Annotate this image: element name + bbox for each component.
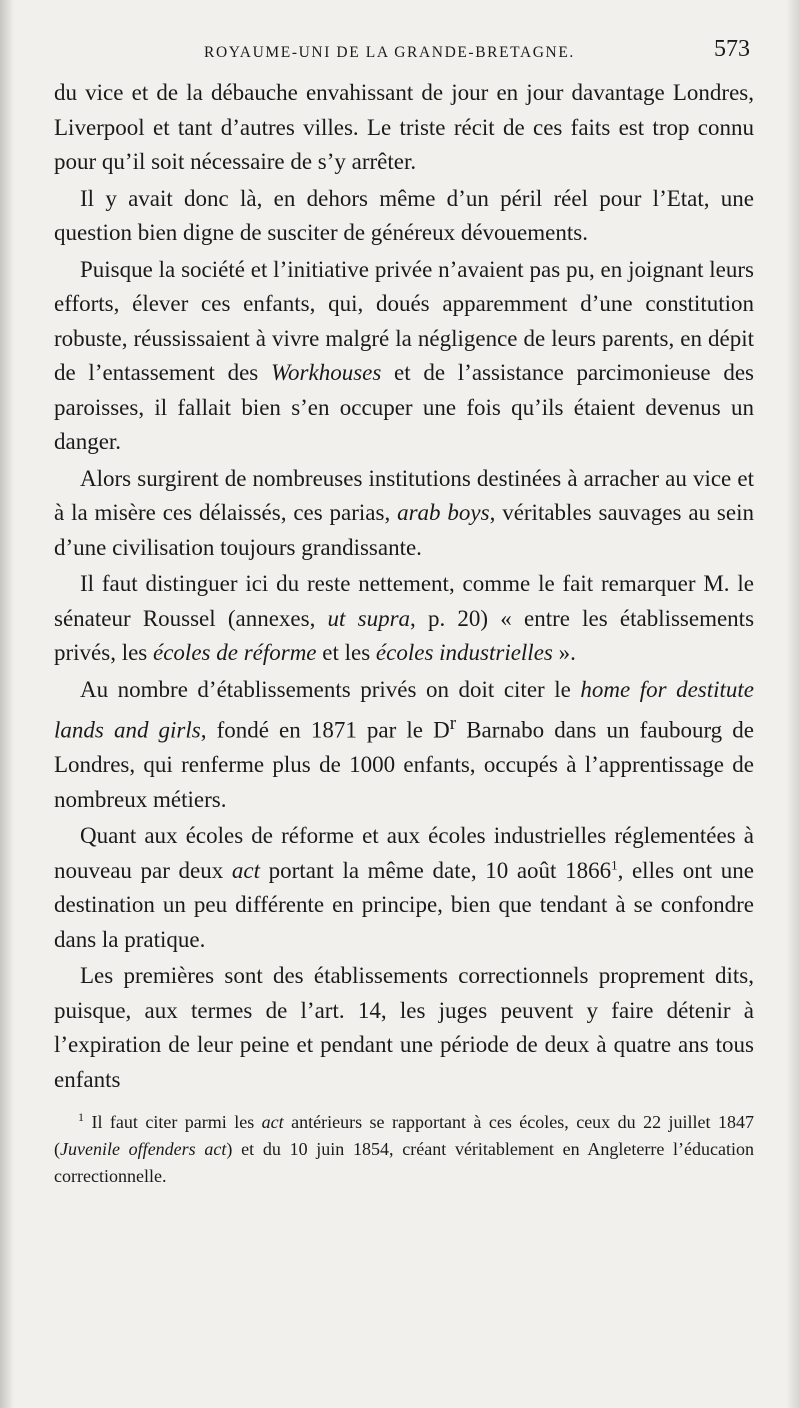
paragraph-8: Les premières sont des établissements correctionnels proprement dits, puisque, aux termes de l’art. 14, les juges peuvent y faire détenir à l’expiration de leur peine et pendant une période de deux à quatre ans tous enfants	[54, 963, 754, 1092]
italic-term-juvenile-offenders-act: Juvenile offenders act	[60, 1139, 227, 1160]
footnote-mark: 1	[78, 1110, 84, 1125]
italic-term-ecoles-de-reforme: écoles de réforme	[153, 640, 317, 665]
paragraph-3: Puisque la société et l’initiative privée n’avaient pas pu, en joignant leurs efforts, élever ces enfants, qui, doués apparemment d’une constitution robuste, réussissaient à vivre malgré la négligence de leurs parents, en dépit de l’entassement des Workhouses et de l’assistance parcimonieuse des paroisses, il fallait bien s’en occuper une fois qu’ils étaient devenus un danger.	[54, 256, 754, 454]
paragraph-5: Il faut distinguer ici du reste nettement, comme le fait remarquer M. le sénateur Roussel (annexes, ut supra, p. 20) « entre les établissements privés, les écoles de réforme et les écoles industrielles ».	[54, 571, 755, 665]
paragraph-6: Au nombre d’établissements privés on doit citer le home for destitute lands and girls, fondé en 1871 par le $D^r$ Barnabo dans un faubourg de Londres, qui renferme plus de 1000 enfants, occupés à l’apprentissage de nombreux métiers.	[54, 676, 755, 812]
italic-term-workhouses: Workhouses	[270, 360, 382, 385]
italic-term-arab-boys: arab boys	[397, 500, 490, 525]
paragraph-1: du vice et de la débauche envahissant de jour en jour davantage Londres, Liverpool et tant d’autres villes. Le triste récit de ces faits est trop connu pour qu’il soit nécessaire de s’y arrêter.	[54, 80, 754, 174]
footnote-1: $^1$ Il faut citer parmi les act antérieurs se rapportant à ces écoles, ceux du 22 juillet 1847 (Juvenile offenders act) et du 10 juin 1854, créant véritablement en Angleterre l’éducation correctionnelle.	[54, 1110, 754, 1187]
body-text	[54, 76, 754, 1097]
footnote-reference: 1	[611, 857, 618, 872]
italic-term-home-for-destitute: home for destitute lands and girls	[54, 676, 755, 743]
superscript-r: r	[449, 713, 457, 734]
paragraph-4: Alors surgirent de nombreuses institutions destinées à arracher au vice et à la misère ces délaissés, ces parias, arab boys, véritables sauvages au sein d’une civilisation toujours grandissante.	[54, 465, 754, 560]
page-edge-shadow-right	[786, 0, 800, 1408]
page-edge-shadow-left	[0, 0, 14, 1408]
running-title: ROYAUME-UNI DE LA GRANDE-BRETAGNE.	[204, 44, 575, 61]
footnotes	[54, 1109, 754, 1190]
paragraph-7: Quant aux écoles de réforme et aux écoles industrielles réglementées à nouveau par deux act portant la même date, 10 août 1866$^1$, elles ont une destination un peu différente en principe, bien que tendant à se confondre dans la pratique.	[54, 823, 754, 952]
running-head	[54, 30, 754, 76]
italic-term-ut-supra: ut supra	[327, 605, 411, 631]
paragraph-2: Il y avait donc là, en dehors même d’un péril réel pour l’Etat, une question bien digne de susciter de généreux dévouements.	[54, 185, 754, 245]
italic-term-act: act	[231, 857, 261, 883]
page-number: 573	[714, 36, 750, 62]
italic-term-ecoles-industrielles: écoles industrielles	[375, 640, 553, 665]
